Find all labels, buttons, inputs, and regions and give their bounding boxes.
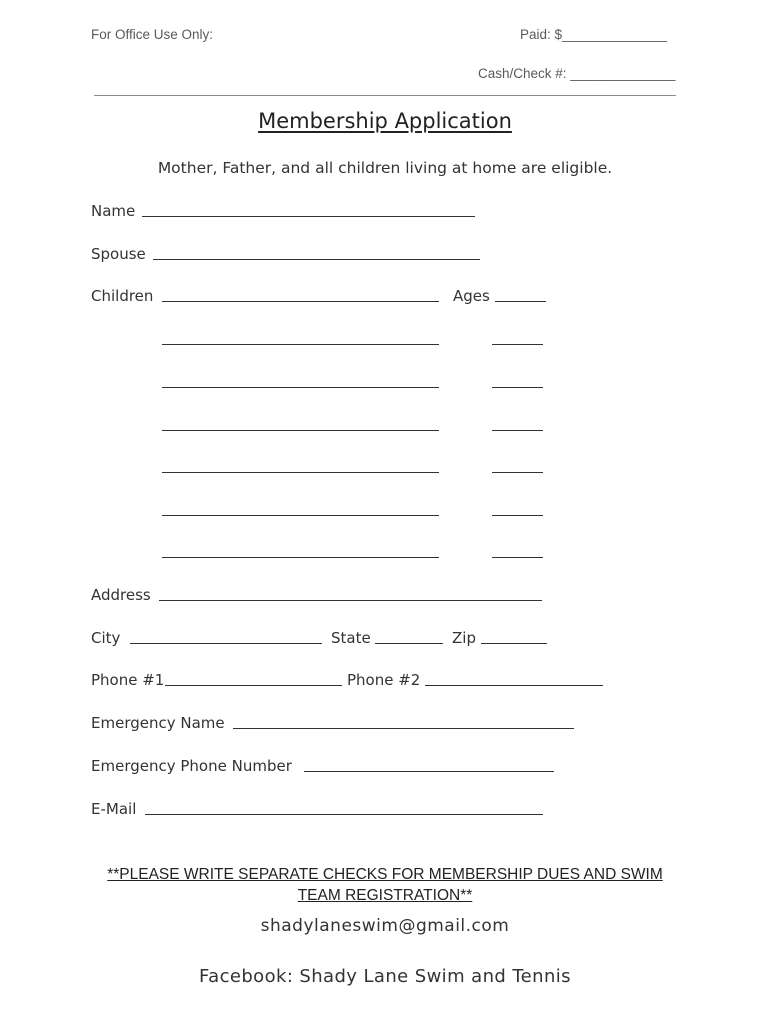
email-field[interactable] [145,814,543,815]
phone2-field[interactable] [425,685,603,686]
spouse-field[interactable] [153,259,480,260]
city-label: City [91,629,121,647]
eligibility-note: Mother, Father, and all children living at home are eligible. [157,159,613,177]
child-name-field[interactable] [162,387,439,388]
name-label: Name [91,202,136,220]
child-age-field[interactable] [495,301,546,302]
emergency-phone-label: Emergency Phone Number [91,757,292,775]
paid-field[interactable]: Paid: $______________ [520,27,668,42]
child-name-field[interactable] [162,515,439,516]
child-name-field[interactable] [162,430,439,431]
contact-email: shadylaneswim@gmail.com [260,916,510,936]
name-field[interactable] [142,216,475,217]
phone2-label: Phone #2 [347,671,421,689]
facebook-line: Facebook: Shady Lane Swim and Tennis [199,966,571,987]
address-label: Address [91,586,151,604]
zip-field[interactable] [481,643,547,644]
phone1-field[interactable] [165,685,342,686]
child-name-field[interactable] [162,344,439,345]
cash-check-field[interactable]: Cash/Check #: ______________ [478,66,676,81]
state-label: State [331,629,371,647]
city-field[interactable] [130,643,322,644]
header-divider [94,95,676,96]
child-age-field[interactable] [492,344,543,345]
child-age-field[interactable] [492,557,543,558]
emergency-name-field[interactable] [233,728,574,729]
emergency-name-label: Emergency Name [91,714,225,732]
office-use-label: For Office Use Only: [91,27,214,42]
address-field[interactable] [159,600,542,601]
child-age-field[interactable] [492,430,543,431]
phone1-label: Phone #1 [91,671,165,689]
child-age-field[interactable] [492,387,543,388]
child-name-field[interactable] [162,301,439,302]
child-age-field[interactable] [492,515,543,516]
state-field[interactable] [375,643,443,644]
email-label: E-Mail [91,800,137,818]
child-name-field[interactable] [162,557,439,558]
zip-label: Zip [452,629,476,647]
page-title: Membership Application [258,109,512,133]
ages-label: Ages [453,287,490,305]
spouse-label: Spouse [91,245,146,263]
separate-checks-notice: **PLEASE WRITE SEPARATE CHECKS FOR MEMBERSHIP DUES AND SWIM TEAM REGISTRATION** [107,866,663,904]
child-name-field[interactable] [162,472,439,473]
children-label: Children [91,287,154,305]
emergency-phone-field[interactable] [304,771,554,772]
child-age-field[interactable] [492,472,543,473]
